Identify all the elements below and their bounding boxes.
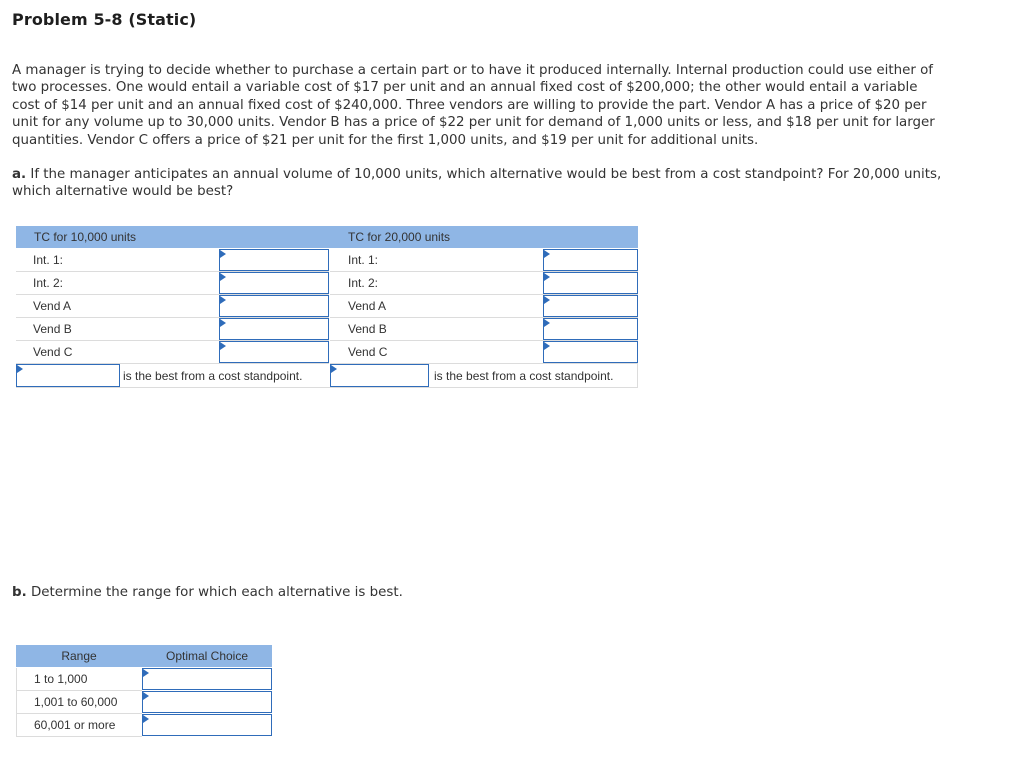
range-header-row xyxy=(16,645,272,667)
tc20000-vend-a-input[interactable] xyxy=(543,295,638,317)
tc10000-vend-c-input[interactable] xyxy=(219,341,329,363)
part-b-text: Determine the range for which each alternative is best. xyxy=(30,585,403,600)
best-row-divider xyxy=(16,387,638,388)
row-label-vend-a: Vend A xyxy=(33,299,72,313)
range-table-left-edge xyxy=(16,668,17,736)
tc20000-vend-c-input[interactable] xyxy=(543,341,638,363)
tc20000-int2-input[interactable] xyxy=(543,272,638,294)
tc10000-int2-input[interactable] xyxy=(219,272,329,294)
row-label-vend-b: Vend B xyxy=(33,322,72,336)
part-a-question xyxy=(12,166,942,201)
table-row xyxy=(16,714,142,737)
tc10000-int1-input[interactable] xyxy=(219,249,329,271)
optimal-choice-3-input[interactable] xyxy=(142,714,272,736)
best-20000-text: is the best from a cost standpoint. xyxy=(434,369,614,383)
row-label-int2: Int. 2: xyxy=(33,276,64,290)
problem-title: Problem 5-8 (Static) xyxy=(12,10,197,29)
range-2: 1,001 to 60,000 xyxy=(34,695,118,709)
row-label-vend-c: Vend C xyxy=(33,345,73,359)
part-b-label: b. xyxy=(12,585,27,600)
optimal-choice-header: Optimal Choice xyxy=(165,649,249,663)
table-row xyxy=(16,668,142,691)
best-10000-input[interactable] xyxy=(16,364,120,387)
range-1: 1 to 1,000 xyxy=(34,672,88,686)
tc-20000-header: TC for 20,000 units xyxy=(348,230,451,244)
row-label-vend-c: Vend C xyxy=(348,345,388,359)
tc10000-vend-b-input[interactable] xyxy=(219,318,329,340)
row-label-int1: Int. 1: xyxy=(33,253,64,267)
part-a-text: If the manager anticipates an annual volume of 10,000 units, which alternative would be best from a cost standpoint? For 20,000 units, which alternative would be best? xyxy=(12,167,942,200)
best-row-right-edge xyxy=(637,364,638,388)
best-10000-text: is the best from a cost standpoint. xyxy=(123,369,303,383)
problem-statement: A manager is trying to decide whether to purchase a certain part or to have it produced internally. Internal production could use either of two processes. One would entail a variable cost of $17 per unit and an annual fixed cost of $200,000; the other would entail a variable cost of $14 per unit and an annual fixed cost of $240,000. Three vendors are willing to provide the part. Vendor A has a price of $20 per unit for any volume up to 30,000 units. Vendor B has a price of $22 per unit for demand of 1,000 units or less, and $18 per unit for larger quantities. Vendor C offers a price of $21 per unit for the first 1,000 units, and $19 per unit for additional units. xyxy=(12,63,935,148)
tc-10000-header: TC for 10,000 units xyxy=(34,230,137,244)
table-row xyxy=(16,691,142,714)
table-header-row xyxy=(16,226,638,248)
optimal-choice-1-input[interactable] xyxy=(142,668,272,690)
range-header: Range xyxy=(61,649,97,663)
row-label-int1: Int. 1: xyxy=(348,253,379,267)
tc20000-vend-b-input[interactable] xyxy=(543,318,638,340)
row-label-int2: Int. 2: xyxy=(348,276,379,290)
tc10000-vend-a-input[interactable] xyxy=(219,295,329,317)
part-b-question xyxy=(12,584,403,601)
best-20000-input[interactable] xyxy=(330,364,429,387)
part-a-label: a. xyxy=(12,167,27,182)
row-label-vend-b: Vend B xyxy=(348,322,387,336)
tc20000-int1-input[interactable] xyxy=(543,249,638,271)
row-label-vend-a: Vend A xyxy=(348,299,387,313)
optimal-choice-2-input[interactable] xyxy=(142,691,272,713)
range-3: 60,001 or more xyxy=(34,718,116,732)
